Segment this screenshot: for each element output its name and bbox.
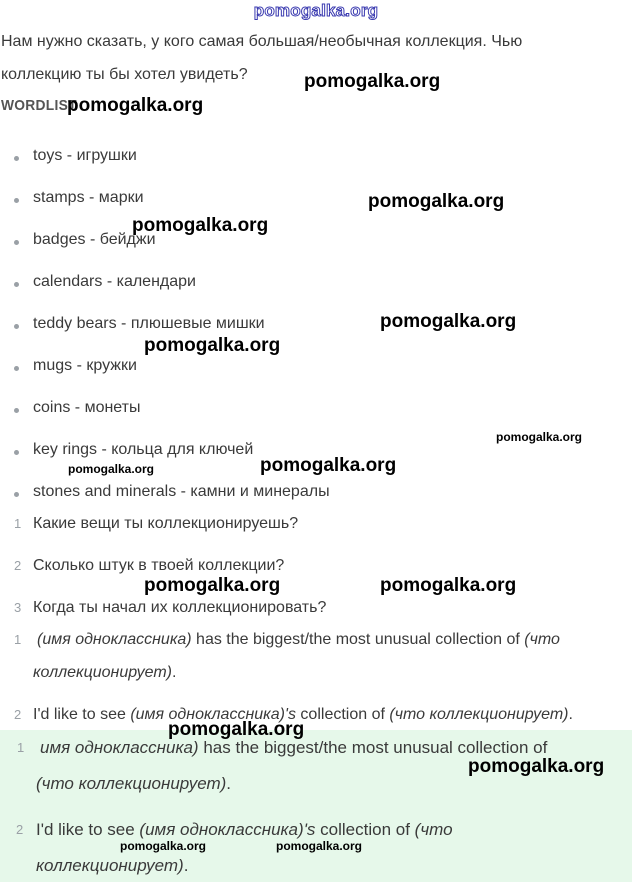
phrase-placeholder: (что	[524, 631, 560, 648]
bullet	[14, 492, 19, 497]
watermark: pomogalka.org	[260, 455, 397, 476]
bullet	[14, 282, 19, 287]
watermark: pomogalka.org	[368, 191, 505, 212]
phrase-placeholder: коллекционирует)	[33, 664, 172, 681]
watermark: pomogalka.org	[144, 575, 281, 596]
phrase-placeholder: (что	[414, 820, 453, 839]
list-item: stones and minerals - камни и минералы	[33, 483, 330, 500]
highlight-2-line-1	[36, 820, 453, 840]
phrase-text: .	[183, 856, 189, 875]
phrase-text: collection of	[295, 706, 390, 723]
phrase-1-line-1	[37, 631, 560, 649]
bullet	[14, 366, 19, 371]
intro-line-1: Нам нужно сказать, у кого самая большая/необычная коллекция. Чью	[1, 33, 523, 50]
bullet	[14, 408, 19, 413]
watermark: pomogalka.org	[304, 71, 441, 92]
question-number: 2	[14, 558, 22, 573]
list-item: stamps - марки	[33, 189, 144, 206]
watermark: pomogalka.org	[380, 311, 517, 332]
bullet	[14, 240, 19, 245]
highlight-number: 2	[16, 822, 24, 837]
watermark: pomogalka.org	[380, 575, 517, 596]
question-number: 1	[14, 516, 22, 531]
question-number: 3	[14, 600, 22, 615]
phrase-placeholder: имя одноклассника)	[40, 738, 199, 757]
watermark: pomogalka.org	[120, 839, 207, 853]
phrase-text: .	[226, 774, 232, 793]
phrase-text: I'd like to see	[36, 820, 140, 839]
phrase-text: has the biggest/the most unusual collection of	[191, 631, 525, 648]
watermark: pomogalka.org	[144, 335, 281, 356]
intro-line-2: коллекцию ты бы хотел увидеть?	[1, 66, 248, 83]
list-item: mugs - кружки	[33, 357, 137, 374]
highlight-1-line-2	[36, 774, 231, 794]
watermark: pomogalka.org	[468, 756, 605, 777]
question: Когда ты начал их коллекционировать?	[33, 599, 327, 616]
phrase-placeholder: (имя одноклассника)	[37, 631, 192, 648]
question: Какие вещи ты коллекционируешь?	[33, 515, 299, 532]
watermark: pomogalka.org	[68, 462, 155, 476]
phrase-text: I'd like to see	[33, 706, 131, 723]
watermark: pomogalka.org	[496, 430, 583, 444]
phrase-text: collection of	[315, 820, 415, 839]
wordlist-title: WORDLIST	[1, 97, 77, 114]
phrase-text: 's	[284, 706, 296, 723]
phrase-placeholder: (имя одноклассника)	[130, 706, 285, 723]
highlight-1-line-1	[40, 738, 547, 758]
highlight-2-line-2	[36, 856, 188, 876]
bullet	[14, 198, 19, 203]
list-item: calendars - календари	[33, 273, 196, 290]
phrase-placeholder: (что коллекционирует)	[36, 774, 227, 793]
phrase-placeholder: коллекционирует)	[36, 856, 184, 875]
list-item: teddy bears - плюшевые мишки	[33, 315, 265, 332]
question: Сколько штук в твоей коллекции?	[33, 557, 285, 574]
phrase-1-line-2	[33, 664, 176, 682]
phrase-placeholder: (что коллекционирует)	[389, 706, 569, 723]
watermark: pomogalka.org	[132, 215, 269, 236]
bullet	[14, 156, 19, 161]
highlight-number: 1	[17, 740, 25, 755]
phrase-placeholder: (имя одноклассника)	[139, 820, 304, 839]
phrase-number: 1	[14, 632, 22, 647]
list-item: key rings - кольца для ключей	[33, 441, 254, 458]
bullet	[14, 450, 19, 455]
list-item: toys - игрушки	[33, 147, 137, 164]
bullet	[14, 324, 19, 329]
list-item: coins - монеты	[33, 399, 141, 416]
phrase-text: .	[172, 664, 177, 681]
header-watermark: pomogalka.org	[253, 1, 379, 20]
watermark: pomogalka.org	[67, 95, 204, 116]
phrase-text: 's	[303, 820, 316, 839]
list-item: badges - бейджи	[33, 231, 156, 248]
watermark: pomogalka.org	[168, 719, 305, 740]
phrase-text: has the biggest/the most unusual collection of	[198, 738, 548, 757]
watermark: pomogalka.org	[276, 839, 363, 853]
phrase-number: 2	[14, 707, 22, 722]
phrase-text: .	[568, 706, 573, 723]
